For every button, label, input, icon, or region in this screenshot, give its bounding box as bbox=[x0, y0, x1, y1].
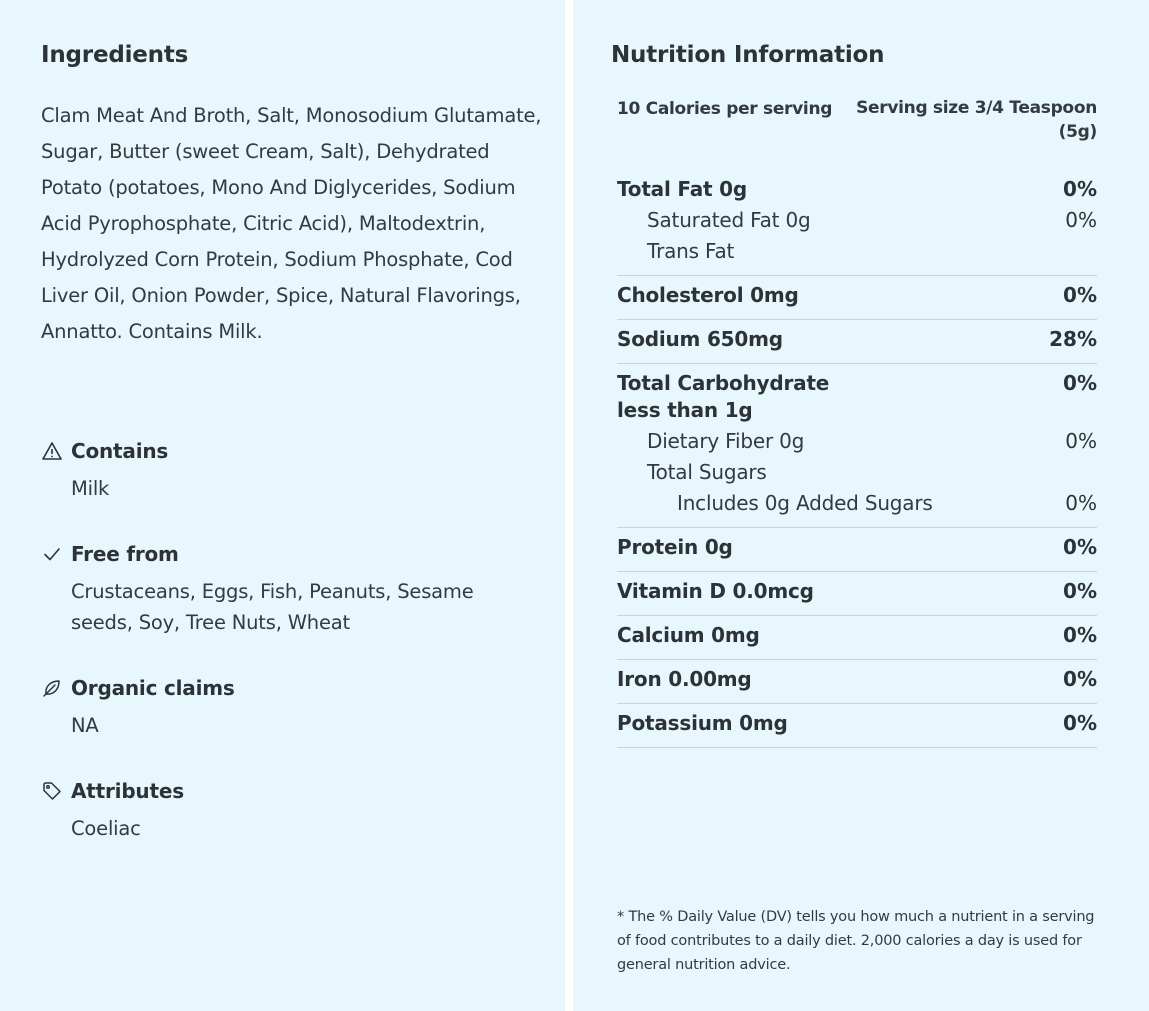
nutrition-title: Nutrition Information bbox=[611, 42, 885, 68]
nutrient-row bbox=[617, 532, 1097, 563]
organic-claims-section bbox=[41, 674, 546, 741]
nutrient-group bbox=[617, 276, 1097, 320]
nutrient-label: Trans Fat bbox=[647, 239, 735, 263]
nutrient-group bbox=[617, 320, 1097, 364]
nutrient-label: Protein 0g bbox=[617, 535, 733, 559]
nutrient-daily-value: 0% bbox=[1063, 667, 1097, 691]
nutrient-label: Sodium 650mg bbox=[617, 327, 783, 351]
nutrient-daily-value: 0% bbox=[1063, 371, 1097, 395]
free-from-title: Free from bbox=[71, 542, 179, 566]
nutrient-row bbox=[617, 280, 1097, 311]
ingredients-text: Clam Meat And Broth, Salt, Monosodium Glutamate, Sugar, Butter (sweet Cream, Salt), Dehydrated Potato (potatoes, Mono And Diglycerides, Sodium Acid Pyrophosphate, Citric Acid), Maltodextrin, Hydrolyzed Corn Protein, Sodium Phosphate, Cod Liver Oil, Onion Powder, Spice, Natural Flavorings, Annatto. Contains Milk. bbox=[41, 104, 542, 343]
nutrient-group bbox=[617, 528, 1097, 572]
serving-size: Serving size 3/4 Teaspoon (5g) bbox=[856, 98, 1097, 142]
nutrition-table bbox=[617, 170, 1097, 748]
nutrient-daily-value: 0% bbox=[1063, 623, 1097, 647]
nutrient-daily-value: 0% bbox=[1063, 535, 1097, 559]
nutrient-row bbox=[617, 324, 1097, 355]
nutrient-row bbox=[617, 426, 1097, 457]
nutrient-daily-value: 28% bbox=[1049, 327, 1097, 351]
serving-row bbox=[617, 96, 1097, 144]
leaf-icon bbox=[41, 677, 63, 699]
nutrient-row bbox=[617, 236, 1097, 267]
contains-title: Contains bbox=[71, 439, 169, 463]
ingredients-title: Ingredients bbox=[41, 42, 189, 68]
nutrient-group bbox=[617, 364, 1097, 528]
calories-per-serving: 10 Calories per serving bbox=[617, 99, 833, 119]
nutrient-label: Includes 0g Added Sugars bbox=[677, 491, 933, 515]
nutrient-row bbox=[617, 620, 1097, 651]
warning-icon bbox=[41, 440, 63, 462]
nutrient-row bbox=[617, 664, 1097, 695]
nutrient-group bbox=[617, 616, 1097, 660]
attributes-title: Attributes bbox=[71, 779, 184, 803]
nutrient-row bbox=[617, 457, 1097, 488]
nutrient-label: Total Fat 0g bbox=[617, 177, 747, 201]
nutrient-label: Vitamin D 0.0mcg bbox=[617, 579, 814, 603]
nutrient-row bbox=[617, 576, 1097, 607]
free-from-section bbox=[41, 540, 546, 638]
nutrient-label: Saturated Fat 0g bbox=[647, 208, 811, 232]
organic-claims-value: NA bbox=[71, 714, 99, 737]
nutrient-daily-value: 0% bbox=[1065, 208, 1097, 232]
organic-claims-title: Organic claims bbox=[71, 676, 235, 700]
nutrient-group bbox=[617, 572, 1097, 616]
nutrient-daily-value: 0% bbox=[1065, 429, 1097, 453]
attributes-section bbox=[41, 777, 546, 844]
nutrient-daily-value: 0% bbox=[1063, 579, 1097, 603]
daily-value-footnote: * The % Daily Value (DV) tells you how much a nutrient in a serving of food contributes to a daily diet. 2,000 calories a day is used for general nutrition advice. bbox=[617, 909, 1095, 973]
nutrient-label: Total Carbohydrate less than 1g bbox=[617, 371, 830, 422]
nutrient-group bbox=[617, 170, 1097, 276]
nutrient-label: Total Sugars bbox=[647, 460, 767, 484]
attributes-value: Coeliac bbox=[71, 817, 141, 840]
nutrient-label: Potassium 0mg bbox=[617, 711, 788, 735]
nutrient-label: Dietary Fiber 0g bbox=[647, 429, 805, 453]
tag-icon bbox=[41, 780, 63, 802]
nutrient-daily-value: 0% bbox=[1063, 283, 1097, 307]
nutrient-daily-value: 0% bbox=[1063, 711, 1097, 735]
nutrient-daily-value: 0% bbox=[1063, 177, 1097, 201]
nutrient-row bbox=[617, 368, 1097, 426]
nutrient-row bbox=[617, 488, 1097, 519]
nutrient-row bbox=[617, 205, 1097, 236]
nutrient-label: Cholesterol 0mg bbox=[617, 283, 799, 307]
nutrient-row bbox=[617, 174, 1097, 205]
contains-value: Milk bbox=[71, 477, 110, 500]
nutrient-label: Iron 0.00mg bbox=[617, 667, 752, 691]
contains-section bbox=[41, 437, 546, 504]
nutrient-group bbox=[617, 704, 1097, 748]
nutrient-daily-value: 0% bbox=[1065, 491, 1097, 515]
check-icon bbox=[41, 543, 63, 565]
free-from-value: Crustaceans, Eggs, Fish, Peanuts, Sesame seeds, Soy, Tree Nuts, Wheat bbox=[71, 580, 474, 634]
nutrient-row bbox=[617, 708, 1097, 739]
nutrient-label: Calcium 0mg bbox=[617, 623, 760, 647]
nutrient-group bbox=[617, 660, 1097, 704]
